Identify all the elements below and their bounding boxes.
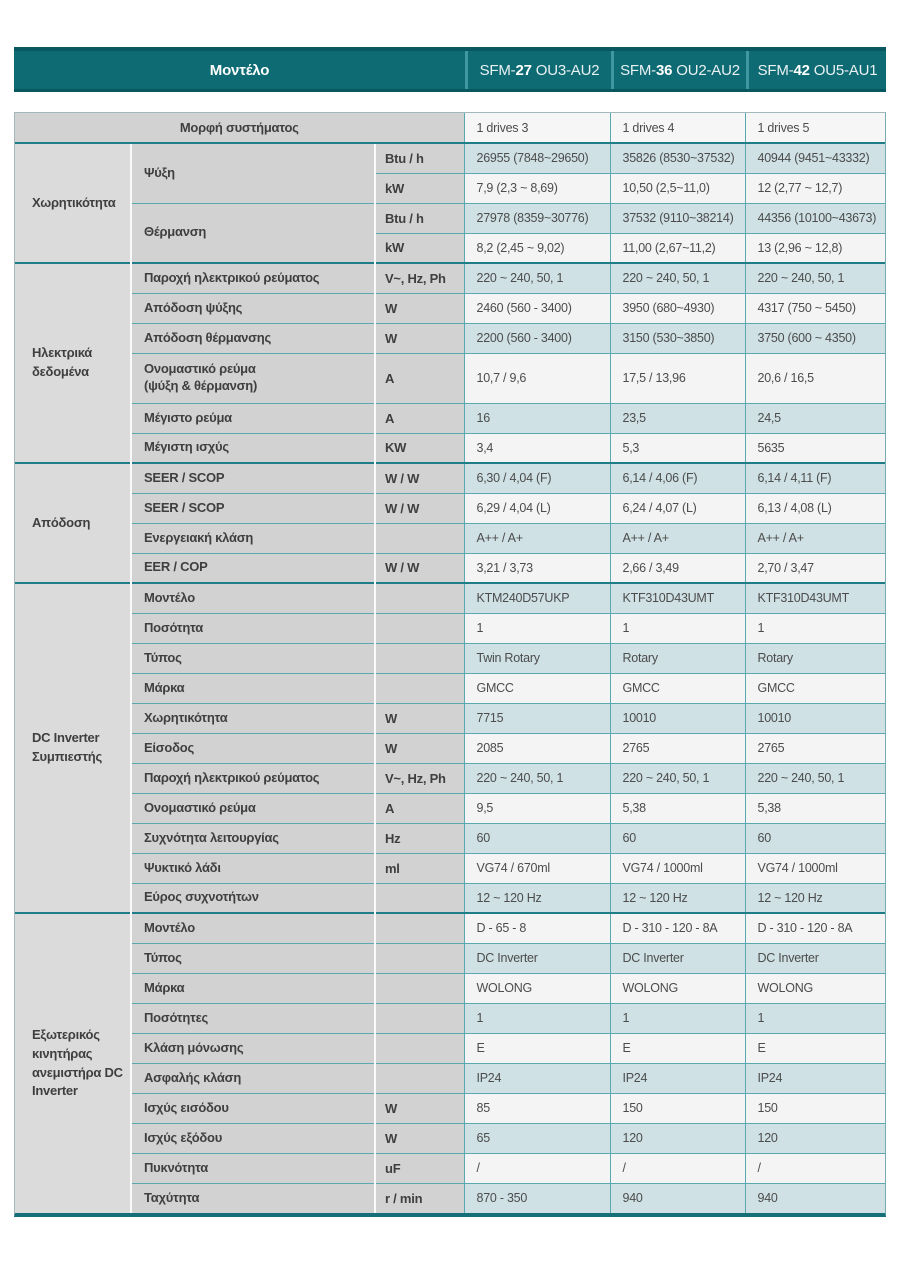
value-cell: 150 bbox=[610, 1093, 745, 1123]
value-cell: 2,70 / 3,47 bbox=[745, 553, 885, 583]
value-cell: WOLONG bbox=[610, 973, 745, 1003]
value-cell: GMCC bbox=[745, 673, 885, 703]
param-label-text: Συχνότητα λειτουργίας bbox=[144, 829, 279, 845]
table-row bbox=[15, 823, 885, 853]
value-cell: KTF310D43UMT bbox=[610, 583, 745, 613]
param-label-text: Παροχή ηλεκτρικού ρεύματος bbox=[144, 269, 320, 285]
table-row bbox=[15, 703, 885, 733]
value-cell: 20,6 / 16,5 bbox=[745, 353, 885, 403]
table-row bbox=[15, 1033, 885, 1063]
param-label-text: Ονομαστικό ρεύμα bbox=[144, 799, 256, 815]
value-cell: 220 ~ 240, 50, 1 bbox=[745, 763, 885, 793]
value-cell: 16 bbox=[464, 403, 610, 433]
value-cell: 1 bbox=[745, 1003, 885, 1033]
unit-label bbox=[375, 643, 464, 673]
table-row bbox=[15, 553, 885, 583]
value-cell: 3950 (680~4930) bbox=[610, 293, 745, 323]
table-row bbox=[15, 583, 885, 613]
value-cell: 35826 (8530~37532) bbox=[610, 143, 745, 173]
value-cell: 220 ~ 240, 50, 1 bbox=[610, 263, 745, 293]
unit-label: W / W bbox=[375, 493, 464, 523]
param-label-text: Ποσότητες bbox=[144, 1009, 209, 1025]
section-title: Απόδοση bbox=[15, 463, 131, 583]
model-suffix: OU5-AU1 bbox=[813, 61, 878, 79]
param-label bbox=[131, 493, 375, 523]
table-row bbox=[15, 1063, 885, 1093]
spec-table-wrapper bbox=[14, 112, 886, 1217]
param-label bbox=[131, 973, 375, 1003]
table-row bbox=[15, 293, 885, 323]
value-cell: 26955 (7848~29650) bbox=[464, 143, 610, 173]
value-cell: 60 bbox=[610, 823, 745, 853]
param-label-text: Είσοδος bbox=[144, 739, 194, 755]
table-row bbox=[15, 263, 885, 293]
value-cell: 2765 bbox=[610, 733, 745, 763]
value-cell: 5,3 bbox=[610, 433, 745, 463]
param-label bbox=[131, 1123, 375, 1153]
value-cell: 9,5 bbox=[464, 793, 610, 823]
unit-label bbox=[375, 613, 464, 643]
value-cell: 220 ~ 240, 50, 1 bbox=[610, 763, 745, 793]
value-cell: 17,5 / 13,96 bbox=[610, 353, 745, 403]
value-cell: 40944 (9451~43332) bbox=[745, 143, 885, 173]
value-cell: Twin Rotary bbox=[464, 643, 610, 673]
unit-label: kW bbox=[375, 173, 464, 203]
unit-label: V~, Hz, Ph bbox=[375, 763, 464, 793]
param-label-text: Μοντέλο bbox=[144, 589, 195, 605]
value-cell: GMCC bbox=[610, 673, 745, 703]
unit-label: KW bbox=[375, 433, 464, 463]
value-cell: 10010 bbox=[610, 703, 745, 733]
unit-label: A bbox=[375, 403, 464, 433]
value-cell: / bbox=[610, 1153, 745, 1183]
value-cell: 1 bbox=[610, 613, 745, 643]
param-label-text-line2: (ψύξη & θέρμανση) bbox=[144, 378, 258, 393]
section-title: Εξωτερικός κινητήρας ανεμιστήρα DC Inverter bbox=[15, 913, 131, 1213]
value-cell: 1 bbox=[464, 613, 610, 643]
param-label-text: Θέρμανση bbox=[144, 224, 207, 240]
value-cell: 1 bbox=[745, 613, 885, 643]
param-label bbox=[131, 293, 375, 323]
param-label-text: Ισχύς εξόδου bbox=[144, 1129, 223, 1145]
param-label-text: Ταχύτητα bbox=[144, 1189, 200, 1205]
value-cell: 37532 (9110~38214) bbox=[610, 203, 745, 233]
value-cell: 3,21 / 3,73 bbox=[464, 553, 610, 583]
value-cell: WOLONG bbox=[464, 973, 610, 1003]
table-row bbox=[15, 763, 885, 793]
param-label bbox=[131, 793, 375, 823]
system-form-value: 1 drives 5 bbox=[745, 113, 885, 143]
value-cell: 8,2 (2,45 ~ 9,02) bbox=[464, 233, 610, 263]
param-label bbox=[131, 883, 375, 913]
param-label-text: Μάρκα bbox=[144, 679, 185, 695]
param-label-text: Τύπος bbox=[144, 949, 182, 965]
unit-label bbox=[375, 1063, 464, 1093]
table-row bbox=[15, 403, 885, 433]
param-label bbox=[131, 353, 375, 403]
value-cell: 1 bbox=[464, 1003, 610, 1033]
value-cell: 11,00 (2,67~11,2) bbox=[610, 233, 745, 263]
unit-label: A bbox=[375, 353, 464, 403]
param-label bbox=[131, 1093, 375, 1123]
model-suffix: OU2-AU2 bbox=[676, 61, 740, 79]
param-label-text: Παροχή ηλεκτρικού ρεύματος bbox=[144, 769, 320, 785]
table-row bbox=[15, 913, 885, 943]
unit-label bbox=[375, 943, 464, 973]
value-cell: 6,14 / 4,06 (F) bbox=[610, 463, 745, 493]
unit-label: Btu / h bbox=[375, 203, 464, 233]
value-cell: 2460 (560 - 3400) bbox=[464, 293, 610, 323]
section-title: Ηλεκτρικά δεδομένα bbox=[15, 263, 131, 463]
value-cell: E bbox=[745, 1033, 885, 1063]
value-cell: 6,14 / 4,11 (F) bbox=[745, 463, 885, 493]
unit-label: uF bbox=[375, 1153, 464, 1183]
unit-label: Hz bbox=[375, 823, 464, 853]
param-label bbox=[131, 943, 375, 973]
value-cell: 27978 (8359~30776) bbox=[464, 203, 610, 233]
param-label-text: Ασφαλής κλάση bbox=[144, 1069, 242, 1085]
value-cell: 5,38 bbox=[610, 793, 745, 823]
unit-label bbox=[375, 583, 464, 613]
value-cell: E bbox=[610, 1033, 745, 1063]
param-label bbox=[131, 733, 375, 763]
value-cell: 12 ~ 120 Hz bbox=[745, 883, 885, 913]
table-row bbox=[15, 643, 885, 673]
value-cell: 12 ~ 120 Hz bbox=[464, 883, 610, 913]
value-cell: 4317 (750 ~ 5450) bbox=[745, 293, 885, 323]
value-cell: 6,30 / 4,04 (F) bbox=[464, 463, 610, 493]
param-label-text: Απόδοση ψύξης bbox=[144, 299, 243, 315]
value-cell: VG74 / 670ml bbox=[464, 853, 610, 883]
value-cell: 10010 bbox=[745, 703, 885, 733]
value-cell: 940 bbox=[745, 1183, 885, 1213]
spec-table bbox=[15, 113, 885, 1213]
param-label bbox=[131, 613, 375, 643]
param-label bbox=[131, 1153, 375, 1183]
value-cell: 10,7 / 9,6 bbox=[464, 353, 610, 403]
param-label bbox=[131, 703, 375, 733]
table-row bbox=[15, 353, 885, 403]
value-cell: 85 bbox=[464, 1093, 610, 1123]
value-cell: 65 bbox=[464, 1123, 610, 1153]
value-cell: 10,50 (2,5~11,0) bbox=[610, 173, 745, 203]
param-label-text: SEER / SCOP bbox=[144, 499, 225, 515]
table-row bbox=[15, 1003, 885, 1033]
table-row bbox=[15, 463, 885, 493]
param-label bbox=[131, 403, 375, 433]
value-cell: 5,38 bbox=[745, 793, 885, 823]
value-cell: 60 bbox=[745, 823, 885, 853]
value-cell: 150 bbox=[745, 1093, 885, 1123]
unit-label: r / min bbox=[375, 1183, 464, 1213]
table-row bbox=[15, 323, 885, 353]
value-cell: 7715 bbox=[464, 703, 610, 733]
value-cell: IP24 bbox=[610, 1063, 745, 1093]
value-cell: KTF310D43UMT bbox=[745, 583, 885, 613]
param-label bbox=[131, 763, 375, 793]
table-row bbox=[15, 1153, 885, 1183]
table-row bbox=[15, 1093, 885, 1123]
param-label-text: SEER / SCOP bbox=[144, 469, 225, 485]
unit-label: W / W bbox=[375, 463, 464, 493]
param-label bbox=[131, 673, 375, 703]
value-cell: A++ / A+ bbox=[745, 523, 885, 553]
table-row bbox=[15, 883, 885, 913]
param-label bbox=[131, 433, 375, 463]
model-prefix: SFM- bbox=[479, 61, 516, 79]
param-label bbox=[131, 823, 375, 853]
value-cell: 940 bbox=[610, 1183, 745, 1213]
value-cell: 7,9 (2,3 ~ 8,69) bbox=[464, 173, 610, 203]
table-row bbox=[15, 203, 885, 233]
value-cell: 5635 bbox=[745, 433, 885, 463]
value-cell: 2,66 / 3,49 bbox=[610, 553, 745, 583]
param-label bbox=[131, 1183, 375, 1213]
value-cell: 220 ~ 240, 50, 1 bbox=[745, 263, 885, 293]
param-label-text: Μέγιστη ισχύς bbox=[144, 439, 229, 455]
value-cell: 220 ~ 240, 50, 1 bbox=[464, 263, 610, 293]
value-cell: 120 bbox=[610, 1123, 745, 1153]
param-label bbox=[131, 1033, 375, 1063]
unit-label: W bbox=[375, 1123, 464, 1153]
value-cell: 1 bbox=[610, 1003, 745, 1033]
param-label-text: Μοντέλο bbox=[144, 919, 195, 935]
value-cell: 23,5 bbox=[610, 403, 745, 433]
param-label-text: Ποσότητα bbox=[144, 619, 203, 635]
value-cell: 2765 bbox=[745, 733, 885, 763]
section-title: DC Inverter Συμπιεστής bbox=[15, 583, 131, 913]
unit-label bbox=[375, 1003, 464, 1033]
unit-label: kW bbox=[375, 233, 464, 263]
value-cell: D - 310 - 120 - 8A bbox=[610, 913, 745, 943]
param-label-text: EER / COP bbox=[144, 559, 208, 575]
param-label-text: Ενεργειακή κλάση bbox=[144, 529, 254, 545]
unit-label: ml bbox=[375, 853, 464, 883]
value-cell: GMCC bbox=[464, 673, 610, 703]
value-cell: DC Inverter bbox=[464, 943, 610, 973]
param-label bbox=[131, 553, 375, 583]
value-cell: 120 bbox=[745, 1123, 885, 1153]
unit-label: W bbox=[375, 293, 464, 323]
value-cell: Rotary bbox=[745, 643, 885, 673]
table-row bbox=[15, 973, 885, 1003]
value-cell: 12 ~ 120 Hz bbox=[610, 883, 745, 913]
param-label bbox=[131, 643, 375, 673]
value-cell: 2085 bbox=[464, 733, 610, 763]
param-label bbox=[131, 203, 375, 263]
value-cell: 60 bbox=[464, 823, 610, 853]
value-cell: VG74 / 1000ml bbox=[745, 853, 885, 883]
value-cell: E bbox=[464, 1033, 610, 1063]
table-row bbox=[15, 523, 885, 553]
table-row bbox=[15, 853, 885, 883]
param-label bbox=[131, 913, 375, 943]
table-row bbox=[15, 433, 885, 463]
param-label-text: Πυκνότητα bbox=[144, 1159, 208, 1175]
unit-label bbox=[375, 913, 464, 943]
unit-label: W / W bbox=[375, 553, 464, 583]
system-form-value: 1 drives 4 bbox=[610, 113, 745, 143]
unit-label: A bbox=[375, 793, 464, 823]
model-header-label: Μοντέλο bbox=[209, 61, 270, 79]
param-label-text: Μέγιστο ρεύμα bbox=[144, 409, 232, 425]
value-cell: 6,29 / 4,04 (L) bbox=[464, 493, 610, 523]
value-cell: D - 65 - 8 bbox=[464, 913, 610, 943]
unit-label: W bbox=[375, 1093, 464, 1123]
param-label bbox=[131, 1063, 375, 1093]
param-label-text: Μάρκα bbox=[144, 979, 185, 995]
param-label-text: Ψύξη bbox=[144, 164, 175, 180]
unit-label bbox=[375, 673, 464, 703]
value-cell: 3750 (600 ~ 4350) bbox=[745, 323, 885, 353]
value-cell: IP24 bbox=[745, 1063, 885, 1093]
param-label bbox=[131, 143, 375, 203]
system-form-label: Μορφή συστήματος bbox=[15, 113, 464, 143]
value-cell: VG74 / 1000ml bbox=[610, 853, 745, 883]
table-row bbox=[15, 493, 885, 523]
unit-label bbox=[375, 973, 464, 1003]
value-cell: 12 (2,77 ~ 12,7) bbox=[745, 173, 885, 203]
model-column-header-2 bbox=[611, 51, 746, 89]
value-cell: 6,13 / 4,08 (L) bbox=[745, 493, 885, 523]
param-label-text: Απόδοση θέρμανσης bbox=[144, 329, 272, 345]
param-label-text: Τύπος bbox=[144, 649, 182, 665]
value-cell: DC Inverter bbox=[610, 943, 745, 973]
param-label-text: Εύρος συχνοτήτων bbox=[144, 889, 259, 905]
unit-label: W bbox=[375, 733, 464, 763]
unit-label bbox=[375, 883, 464, 913]
value-cell: / bbox=[464, 1153, 610, 1183]
model-column-header-3 bbox=[746, 51, 886, 89]
param-label-text: Ισχύς εισόδου bbox=[144, 1099, 229, 1115]
param-label-text: Χωρητικότητα bbox=[144, 709, 228, 725]
param-label bbox=[131, 853, 375, 883]
value-cell: 6,24 / 4,07 (L) bbox=[610, 493, 745, 523]
value-cell: 13 (2,96 ~ 12,8) bbox=[745, 233, 885, 263]
value-cell: WOLONG bbox=[745, 973, 885, 1003]
table-row bbox=[15, 143, 885, 173]
model-column-header-1 bbox=[465, 51, 611, 89]
table-row bbox=[15, 673, 885, 703]
model-prefix: SFM- bbox=[620, 61, 656, 79]
models-header-bar bbox=[14, 47, 886, 92]
value-cell: Rotary bbox=[610, 643, 745, 673]
unit-label bbox=[375, 1033, 464, 1063]
value-cell: 24,5 bbox=[745, 403, 885, 433]
model-number: 42 bbox=[793, 61, 810, 79]
value-cell: 2200 (560 - 3400) bbox=[464, 323, 610, 353]
table-row bbox=[15, 1123, 885, 1153]
system-form-row bbox=[15, 113, 885, 143]
param-label-text: Ψυκτικό λάδι bbox=[144, 859, 221, 875]
table-row bbox=[15, 733, 885, 763]
table-row bbox=[15, 943, 885, 973]
value-cell: 44356 (10100~43673) bbox=[745, 203, 885, 233]
value-cell: D - 310 - 120 - 8A bbox=[745, 913, 885, 943]
unit-label bbox=[375, 523, 464, 553]
value-cell: A++ / A+ bbox=[610, 523, 745, 553]
system-form-value: 1 drives 3 bbox=[464, 113, 610, 143]
param-label bbox=[131, 463, 375, 493]
model-number: 27 bbox=[515, 61, 532, 79]
table-row bbox=[15, 613, 885, 643]
value-cell: 220 ~ 240, 50, 1 bbox=[464, 763, 610, 793]
unit-label: W bbox=[375, 703, 464, 733]
table-row bbox=[15, 793, 885, 823]
model-number: 36 bbox=[655, 61, 673, 79]
param-label bbox=[131, 523, 375, 553]
model-suffix: OU3-AU2 bbox=[535, 61, 600, 79]
unit-label: Btu / h bbox=[375, 143, 464, 173]
section-title: Χωρητικότητα bbox=[15, 143, 131, 263]
value-cell: IP24 bbox=[464, 1063, 610, 1093]
param-label bbox=[131, 1003, 375, 1033]
value-cell: 870 - 350 bbox=[464, 1183, 610, 1213]
table-row bbox=[15, 1183, 885, 1213]
model-prefix: SFM- bbox=[757, 61, 794, 79]
value-cell: 3,4 bbox=[464, 433, 610, 463]
param-label-text: Κλάση μόνωσης bbox=[144, 1039, 244, 1055]
param-label bbox=[131, 263, 375, 293]
param-label bbox=[131, 323, 375, 353]
unit-label: V~, Hz, Ph bbox=[375, 263, 464, 293]
value-cell: A++ / A+ bbox=[464, 523, 610, 553]
unit-label: W bbox=[375, 323, 464, 353]
value-cell: KTM240D57UKP bbox=[464, 583, 610, 613]
value-cell: / bbox=[745, 1153, 885, 1183]
param-label bbox=[131, 583, 375, 613]
value-cell: DC Inverter bbox=[745, 943, 885, 973]
param-label-text: Ονομαστικό ρεύμα bbox=[144, 361, 256, 377]
value-cell: 3150 (530~3850) bbox=[610, 323, 745, 353]
